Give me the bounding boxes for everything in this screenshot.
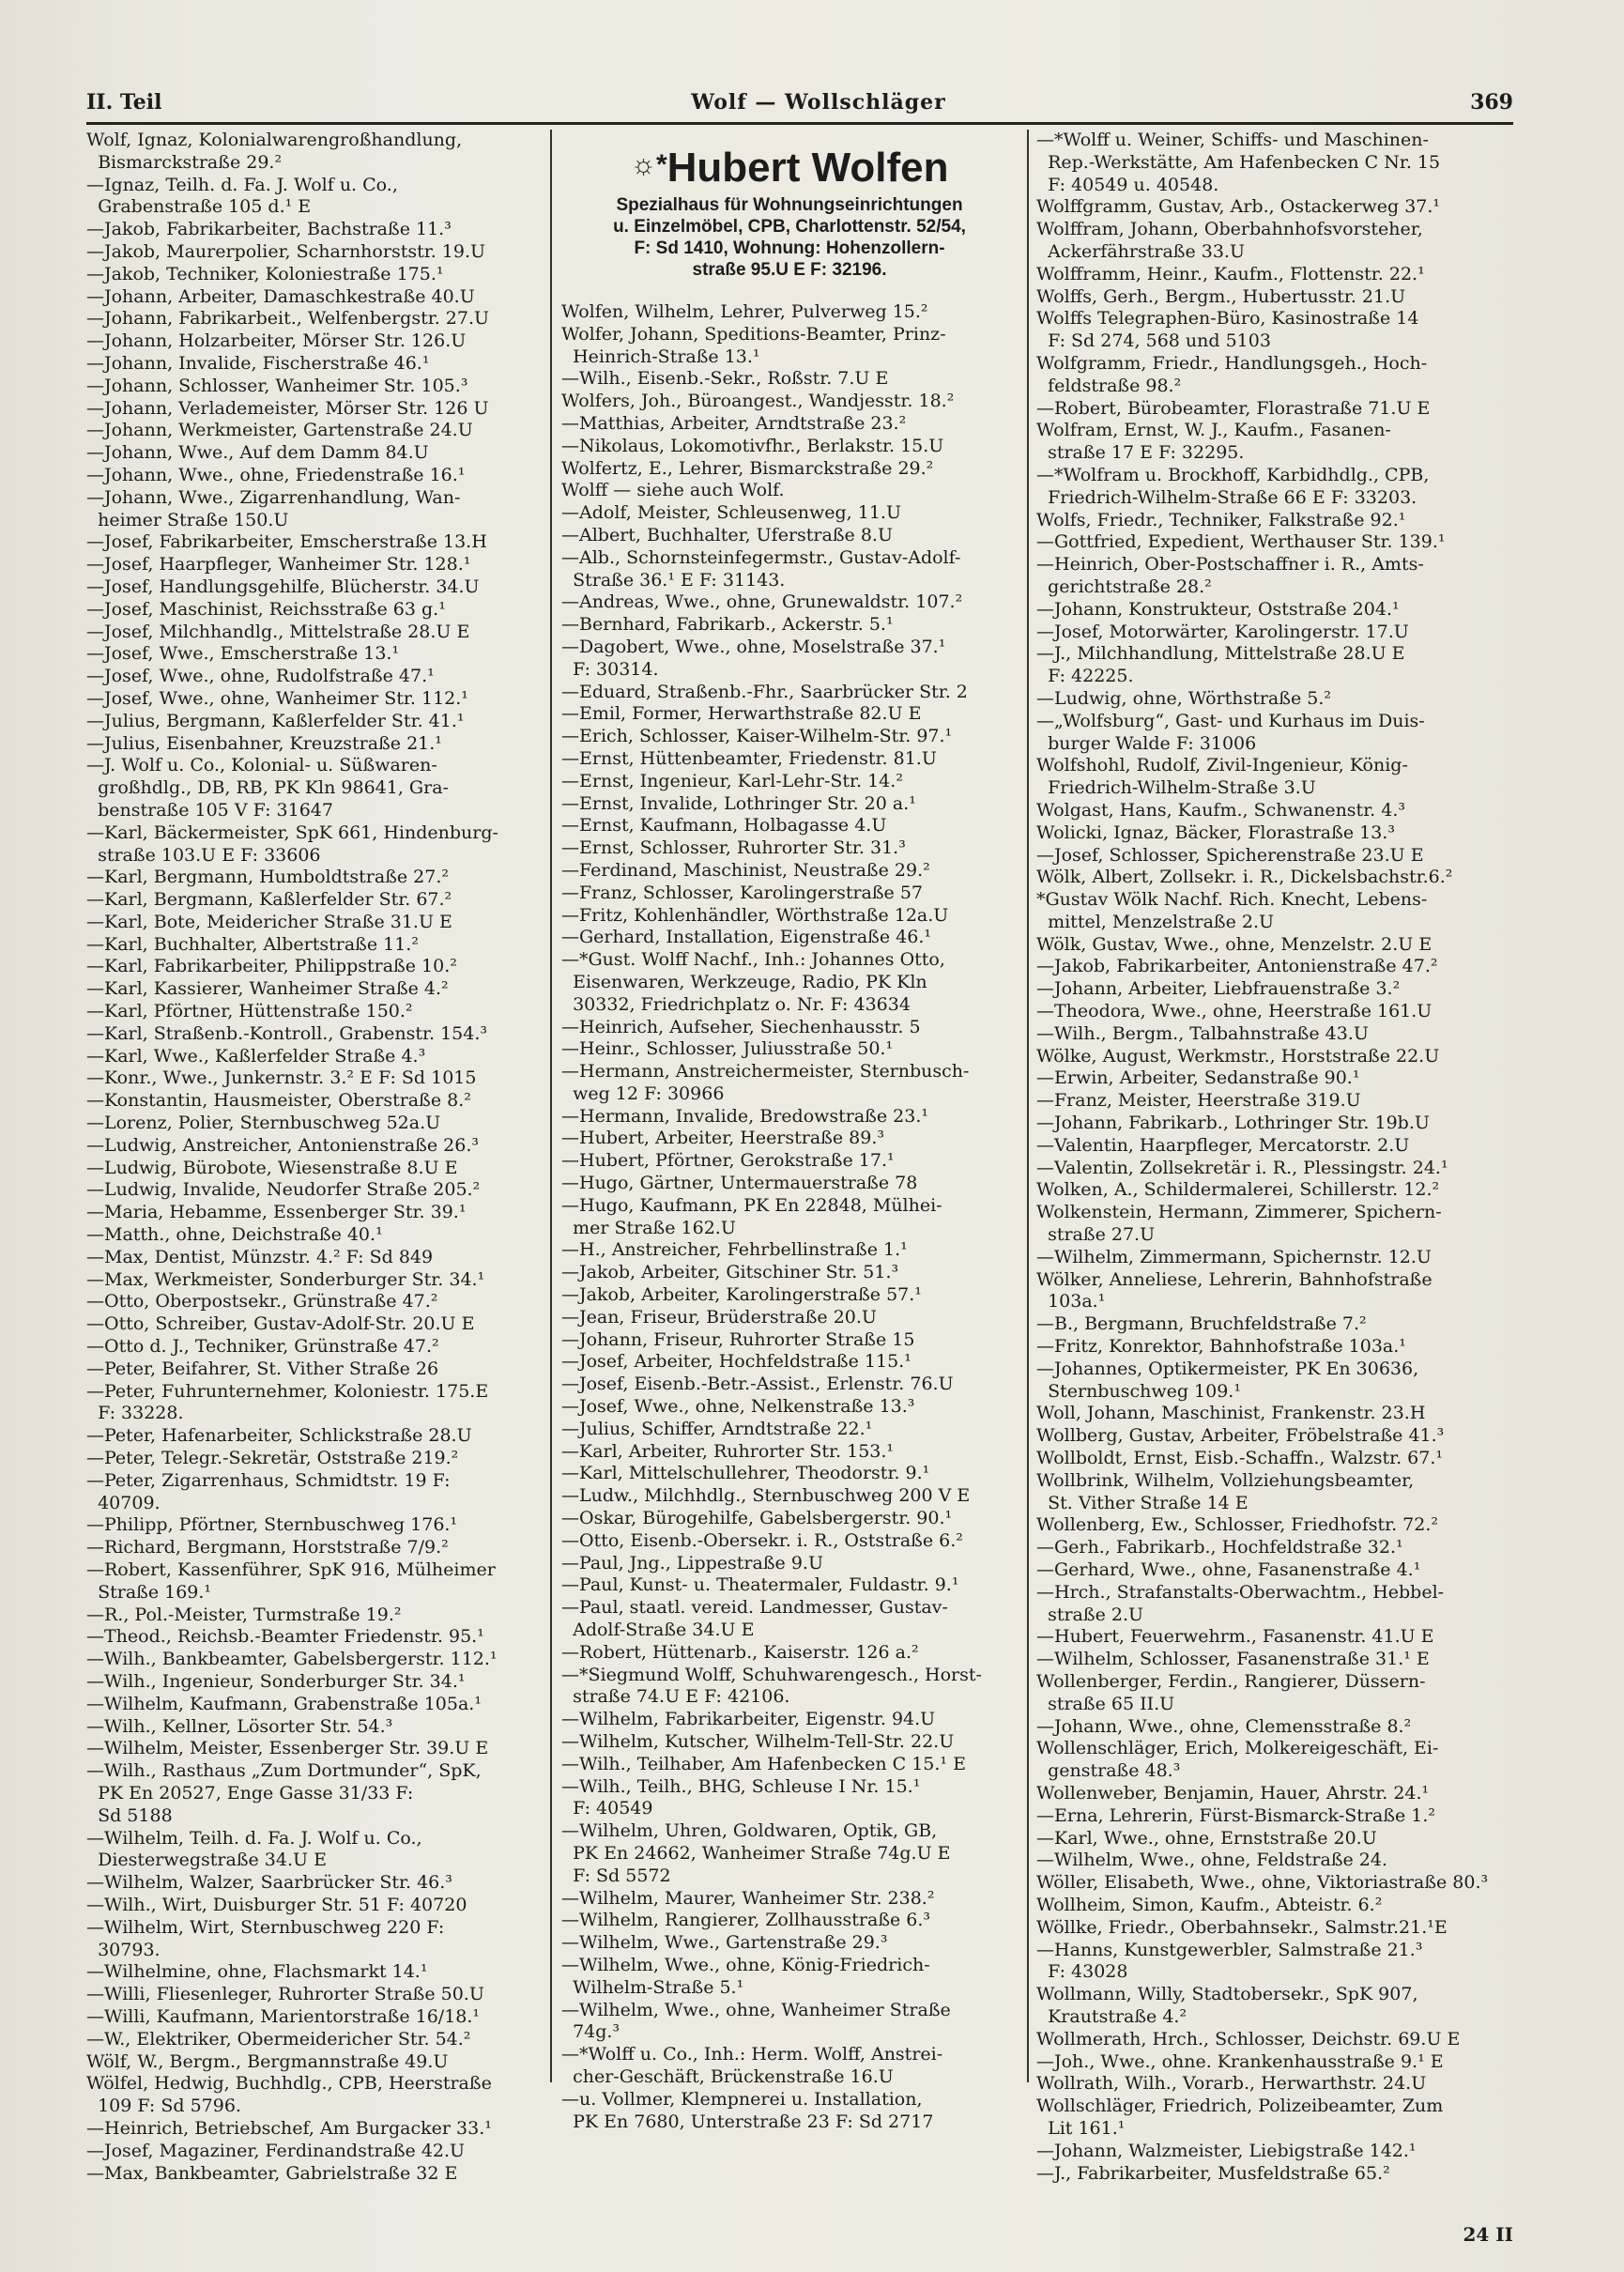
directory-entry: —Erwin, Arbeiter, Sedanstraße 90.¹ [1036, 1067, 1360, 1089]
directory-entry: Wölfel, Hedwig, Buchhdlg., CPB, Heerstraße 109 F: Sd 5796. [86, 2073, 492, 2117]
directory-entry: Wollmerath, Hrch., Schlosser, Deichstr. 69.U E [1036, 2028, 1461, 2049]
directory-entry: —Peter, Beifahrer, St. Vither Straße 26 [86, 1358, 439, 1379]
directory-entry: Wolfertz, E., Lehrer, Bismarckstraße 29.² [561, 457, 934, 479]
directory-entry: —Wilh., Eisenb.-Sekr., Roßstr. 7.U E [561, 368, 889, 390]
directory-entry: —Dagobert, Wwe., ohne, Moselstraße 37.¹ F: 30314. [561, 636, 946, 680]
directory-entry: —Johann, Holzarbeiter, Mörser Str. 126.U [86, 330, 467, 352]
directory-entry: —Eduard, Straßenb.-Fhr., Saarbrücker Str. 2 [561, 681, 968, 702]
directory-entry: —Karl, Bergmann, Humboldtstraße 27.² [86, 867, 450, 888]
directory-entry: —Wilhelm, Fabrikarbeiter, Eigenstr. 94.U [561, 1709, 936, 1730]
directory-entry: —Hermann, Invalide, Bredowstraße 23.¹ [561, 1105, 928, 1127]
directory-entry: —Otto, Eisenb.-Obersekr. i. R., Oststraße 6.² [561, 1529, 963, 1551]
directory-entry: —Ludw., Milchhdlg., Sternbuschweg 200 V E [561, 1485, 971, 1507]
column-right [1036, 130, 1513, 2184]
directory-entry: Wolfram, Ernst, W. J., Kaufm., Fasanen- straße 17 E F: 32295. [1036, 420, 1391, 464]
directory-entry: —Franz, Meister, Heerstraße 319.U [1036, 1090, 1361, 1112]
directory-entry: Wöllke, Friedr., Oberbahnsekr., Salmstr.21.¹E [1036, 1916, 1448, 1938]
directory-entry: —Maria, Hebamme, Essenberger Str. 39.¹ [86, 1202, 467, 1223]
page-header [86, 86, 1513, 122]
directory-entry: —Wilhelm, Rangierer, Zollhausstraße 6.³ [561, 1910, 931, 1931]
directory-entry: Wolgast, Hans, Kaufm., Schwanenstr. 4.³ [1036, 799, 1406, 821]
directory-entry: *Gustav Wölk Nachf. Rich. Knecht, Lebens- mittel, Menzelstraße 2.U [1036, 889, 1428, 932]
signature-mark: 24 II [1463, 2223, 1513, 2246]
directory-entry: —Hermann, Anstreichermeister, Sternbusch- weg 12 F: 30966 [561, 1061, 970, 1104]
directory-entry: —Wilh., Ingenieur, Sonderburger Str. 34.¹ [86, 1670, 466, 1692]
directory-entry: —Gerhard, Installation, Eigenstraße 46.¹ [561, 927, 931, 948]
directory-entry: —Josef, Maschinist, Reichsstraße 63 g.¹ [86, 598, 446, 620]
directory-entry: Wolf, Ignaz, Kolonialwarengroßhandlung, Bismarckstraße 29.² [86, 130, 463, 173]
directory-entry: —Josef, Magaziner, Ferdinandstraße 42.U [86, 2140, 466, 2161]
directory-entry: Wolken, A., Schildermalerei, Schillerstr. 12.² [1036, 1179, 1440, 1201]
directory-entry: Wolkenstein, Hermann, Zimmerer, Spichern- straße 27.U [1036, 1202, 1442, 1246]
directory-entry: —Hubert, Arbeiter, Heerstraße 89.³ [561, 1128, 884, 1149]
directory-entry: —Wilhelm, Wwe., ohne, Feldstraße 24. [1036, 1850, 1388, 1871]
directory-entry: —Wilhelm, Kutscher, Wilhelm-Tell-Str. 22.U [561, 1731, 955, 1752]
directory-entry: —Josef, Haarpfleger, Wanheimer Str. 128.¹ [86, 554, 471, 576]
directory-entry: —Johann, Fabrikarb., Lothringer Str. 19b.U [1036, 1113, 1430, 1134]
directory-entry: —Wilhelm, Schlosser, Fasanenstraße 31.¹ E [1036, 1649, 1430, 1670]
directory-entry: Wollberg, Gustav, Arbeiter, Fröbelstraße 41.³ [1036, 1425, 1445, 1447]
directory-entry: —*Wolff u. Weiner, Schiffs- und Maschinen- Rep.-Werkstätte, Am Hafenbecken C Nr. 15 F: 40549 u. 40548. [1036, 130, 1441, 195]
directory-entry: —Nikolaus, Lokomotivfhr., Berlakstr. 15.U [561, 435, 944, 456]
directory-entry: Wolff — siehe auch Wolf. [561, 480, 785, 501]
directory-entry: —Willi, Fliesenleger, Ruhrorter Straße 50.U [86, 1984, 484, 2005]
directory-entry: —Josef, Wwe., Emscherstraße 13.¹ [86, 643, 400, 665]
directory-entry: —Johann, Konstrukteur, Oststraße 204.¹ [1036, 598, 1400, 620]
directory-entry: —Ludwig, Anstreicher, Antonienstraße 26.³ [86, 1134, 479, 1156]
directory-entry: —J., Milchhandlung, Mittelstraße 28.U E F: 42225. [1036, 643, 1405, 687]
directory-entry: Wolfshohl, Rudolf, Zivil-Ingenieur, König- Friedrich-Wilhelm-Straße 3.U [1036, 755, 1408, 799]
directory-entry: —Ernst, Invalide, Lothringer Str. 20 a.¹ [561, 792, 916, 814]
directory-entry: —Johann, Wwe., Zigarrenhandlung, Wan- heimer Straße 150.U [86, 486, 461, 530]
directory-entry: —Peter, Fuhrunternehmer, Koloniestr. 175.E F: 33228. [86, 1380, 489, 1424]
directory-entry: —Wilh., Bergm., Talbahnstraße 43.U [1036, 1022, 1369, 1044]
directory-entry: —Oskar, Bürogehilfe, Gabelsbergerstr. 90.¹ [561, 1508, 953, 1529]
directory-entry: —Ernst, Hüttenbeamter, Friedenstr. 81.U [561, 747, 937, 769]
directory-entry: Wollschläger, Friedrich, Polizeibeamter, Zum Lit 161.¹ [1036, 2095, 1444, 2139]
directory-entry: —Andreas, Wwe., ohne, Grunewaldstr. 107.² [561, 591, 963, 613]
directory-entry: —Wilhelm, Wwe., ohne, Wanheimer Straße 74g.³ [561, 1999, 951, 2043]
directory-entry: —Karl, Bergmann, Kaßlerfelder Str. 67.² [86, 889, 452, 911]
directory-entry: —Max, Bankbeamter, Gabrielstraße 32 E [86, 2162, 458, 2184]
directory-entry: —B., Bergmann, Bruchfeldstraße 7.² [1036, 1313, 1367, 1335]
directory-entry: —Jakob, Maurerpolier, Scharnhorststr. 19.U [86, 240, 486, 262]
directory-entry: —Ludwig, Bürobote, Wiesenstraße 8.U E [86, 1157, 458, 1178]
page-title: Wolf — Wollschläger [691, 90, 946, 115]
directory-entry: —Hubert, Feuerwehrm., Fasanenstr. 41.U E [1036, 1626, 1434, 1648]
directory-entry: —Theod., Reichsb.-Beamter Friedenstr. 95.¹ [86, 1626, 484, 1648]
directory-entry: —Heinrich, Ober-Postschaffner i. R., Amts- gerichtstraße 28.² [1036, 554, 1424, 597]
directory-entry: —Willi, Kaufmann, Marientorstraße 16/18.¹ [86, 2005, 481, 2027]
directory-entry: —Ernst, Schlosser, Ruhrorter Str. 31.³ [561, 837, 906, 859]
directory-entry: Wölker, Anneliese, Lehrerin, Bahnhofstraße 103a.¹ [1036, 1268, 1432, 1313]
directory-entry: —Johann, Wwe., ohne, Friedenstraße 16.¹ [86, 464, 466, 485]
directory-entry: —Paul, Jng., Lippestraße 9.U [561, 1552, 823, 1574]
directory-entry: —Peter, Hafenarbeiter, Schlickstraße 28.U [86, 1425, 472, 1447]
directory-entry: —Jakob, Arbeiter, Karolingerstraße 57.¹ [561, 1284, 922, 1306]
directory-entry: Wolffgramm, Gustav, Arb., Ostackerweg 37.¹ [1036, 196, 1441, 218]
directory-entry: —Karl, Wwe., ohne, Ernststraße 20.U [1036, 1827, 1377, 1849]
directory-entry: —Heinrich, Aufseher, Siechenhausstr. 5 [561, 1016, 921, 1037]
directory-entry: —H., Anstreicher, Fehrbellinstraße 1.¹ [561, 1239, 908, 1261]
directory-entry: —Karl, Straßenb.-Kontroll., Grabenstr. 154.³ [86, 1022, 488, 1044]
directory-entry: Wollbrink, Wilhelm, Vollziehungsbeamter, St. Vither Straße 14 E [1036, 1469, 1415, 1513]
directory-entry: —Lorenz, Polier, Sternbuschweg 52a.U [86, 1113, 441, 1134]
directory-entry: —Fritz, Kohlenhändler, Wörthstraße 12a.U [561, 904, 949, 926]
directory-entry: —R., Pol.-Meister, Turmstraße 19.² [86, 1604, 402, 1625]
directory-entry: —Wilhelm, Teilh. d. Fa. J. Wolf u. Co., Diesterwegstraße 34.U E [86, 1827, 422, 1871]
directory-entry: —Philipp, Pförtner, Sternbuschweg 176.¹ [86, 1514, 458, 1536]
directory-entry: —Hrch., Strafanstalts-Oberwachtm., Hebbel- straße 2.U [1036, 1581, 1445, 1625]
directory-entry: Wollenweber, Benjamin, Hauer, Ahrstr. 24.¹ [1036, 1782, 1430, 1804]
directory-entry: —Heinr., Schlosser, Juliusstraße 50.¹ [561, 1038, 894, 1060]
page-number: 369 [1470, 90, 1513, 115]
directory-entry: Wolicki, Ignaz, Bäcker, Florastraße 13.³ [1036, 821, 1395, 843]
directory-entry: Wollenberger, Ferdin., Rangierer, Düssern- straße 65 II.U [1036, 1670, 1426, 1714]
directory-entry: —Gerh., Fabrikarb., Hochfeldstraße 32.¹ [1036, 1537, 1403, 1558]
directory-entry: —Wilhelm, Maurer, Wanheimer Str. 238.² [561, 1887, 935, 1909]
directory-entry: Wölk, Gustav, Wwe., ohne, Menzelstr. 2.U E [1036, 933, 1432, 955]
directory-entry: —Richard, Bergmann, Horststraße 7/9.² [86, 1537, 449, 1558]
directory-entry: —Julius, Bergmann, Kaßlerfelder Str. 41.¹ [86, 710, 465, 731]
directory-entry: —Josef, Handlungsgehilfe, Blücherstr. 34.U [86, 576, 480, 597]
directory-entry: —Karl, Bote, Meidericher Straße 31.U E [86, 911, 452, 932]
directory-entry: Wolfen, Wilhelm, Lehrer, Pulverweg 15.² [561, 301, 928, 322]
directory-entry: —*Wolff u. Co., Inh.: Herm. Wolff, Anstrei- cher-Geschäft, Brückenstraße 16.U [561, 2044, 943, 2087]
directory-entry: Wollenberg, Ew., Schlosser, Friedhofstr. 72.² [1036, 1514, 1439, 1536]
directory-entry: Wolffram, Johann, Oberbahnhofsvorsteher, Ackerfährstraße 33.U [1036, 219, 1423, 262]
directory-entry: —u. Vollmer, Klempnerei u. Installation, PK En 7680, Unterstraße 23 F: Sd 2717 [561, 2088, 934, 2132]
directory-entry: Wölk, Albert, Zollsekr. i. R., Dickelsbachstr.6.² [1036, 867, 1453, 888]
directory-entry: —Johann, Arbeiter, Damaschkestraße 40.U [86, 285, 475, 307]
directory-entry: —*Gust. Wolff Nachf., Inh.: Johannes Otto, Eisenwaren, Werkzeuge, Radio, PK Kln 30332, Friedrichplatz o. Nr. F: 43634 [561, 949, 945, 1015]
directory-entry: —Wilhelm, Zimmermann, Spichernstr. 12.U [1036, 1246, 1432, 1267]
directory-entry: —Gerhard, Wwe., ohne, Fasanenstraße 4.¹ [1036, 1559, 1421, 1580]
directory-entry: —Karl, Bäckermeister, SpK 661, Hindenburg- straße 103.U E F: 33606 [86, 821, 498, 866]
directory-entry: Wollrath, Wilh., Vorarb., Herwarthstr. 24.U [1036, 2073, 1427, 2095]
directory-entry: Wölf, W., Bergm., Bergmannstraße 49.U [86, 2050, 449, 2072]
directory-entry: —Hubert, Pförtner, Gerokstraße 17.¹ [561, 1150, 895, 1172]
advertiser-name: Hubert Wolfen [666, 145, 949, 191]
directory-entry: Wöller, Elisabeth, Wwe., ohne, Viktoriastraße 80.³ [1036, 1872, 1489, 1894]
directory-entry: —Wilh., Teilh., BHG, Schleuse I Nr. 15.¹ F: 40549 [561, 1775, 921, 1819]
directory-entry: —Johann, Walzmeister, Liebigstraße 142.¹ [1036, 2140, 1417, 2161]
directory-entry: —Johann, Wwe., ohne, Clemensstraße 8.² [1036, 1715, 1412, 1737]
directory-entry: —Josef, Milchhandlg., Mittelstraße 28.U E [86, 621, 470, 642]
directory-entry: —Franz, Schlosser, Karolingerstraße 57 [561, 882, 924, 903]
directory-entry: —Josef, Wwe., ohne, Nelkenstraße 13.³ [561, 1396, 915, 1418]
directory-entry: —Gottfried, Expedient, Werthauser Str. 139.¹ [1036, 531, 1446, 553]
directory-entry: —Robert, Kassenführer, SpK 916, Mülheimer Straße 169.¹ [86, 1559, 496, 1603]
directory-entry: —Paul, Kunst- u. Theatermaler, Fuldastr. 9.¹ [561, 1574, 959, 1596]
directory-entry: —Ernst, Ingenieur, Karl-Lehr-Str. 14.² [561, 770, 903, 791]
directory-entry: —„Wolfsburg“, Gast- und Kurhaus im Duis- burger Walde F: 31006 [1036, 710, 1425, 754]
directory-entry: —Josef, Fabrikarbeiter, Emscherstraße 13.H [86, 531, 487, 553]
section-label: II. Teil [86, 90, 162, 115]
directory-entry: —Wilhelmine, ohne, Flachsmarkt 14.¹ [86, 1961, 428, 1983]
directory-entry: —Wilhelm, Meister, Essenberger Str. 39.U E [86, 1738, 489, 1759]
directory-entry: —Otto, Oberpostsekr., Grünstraße 47.² [86, 1291, 438, 1313]
directory-entry: —Otto d. J., Techniker, Grünstraße 47.² [86, 1336, 439, 1358]
directory-entry: —Albert, Buchhalter, Uferstraße 8.U [561, 524, 893, 545]
directory-entry: —Max, Dentist, Münzstr. 4.² F: Sd 849 [86, 1246, 434, 1267]
directory-entry: —Wilhelm, Kaufmann, Grabenstraße 105a.¹ [86, 1693, 482, 1714]
directory-entry: —Josef, Wwe., ohne, Rudolfstraße 47.¹ [86, 666, 435, 687]
sun-star-icon: ☼* [630, 149, 667, 180]
column-middle [561, 130, 1018, 2132]
directory-entry: —Josef, Motorwärter, Karolingerstr. 17.U [1036, 621, 1409, 642]
directory-entry: —Wilhelm, Uhren, Goldwaren, Optik, GB, PK En 24662, Wanheimer Straße 74g.U E F: Sd 5572 [561, 1820, 951, 1886]
directory-entry: —Johann, Invalide, Fischerstraße 46.¹ [86, 352, 430, 374]
directory-entry: —Fritz, Konrektor, Bahnhofstraße 103a.¹ [1036, 1336, 1406, 1358]
directory-entry: —Karl, Pförtner, Hüttenstraße 150.² [86, 1001, 413, 1022]
directory-entry: —Johannes, Optikermeister, PK En 30636, Sternbuschweg 109.¹ [1036, 1358, 1419, 1402]
directory-entry: —Heinrich, Betriebschef, Am Burgacker 33.¹ [86, 2117, 492, 2139]
directory-entry: —W., Elektriker, Obermeidericher Str. 54.² [86, 2028, 471, 2049]
directory-entry: —Ignaz, Teilh. d. Fa. J. Wolf u. Co., Grabenstraße 105 d.¹ E [86, 174, 398, 218]
directory-entry: —Adolf, Meister, Schleusenweg, 11.U [561, 502, 901, 524]
directory-entry: Wollheim, Simon, Kaufm., Abteistr. 6.² [1036, 1894, 1383, 1915]
directory-entry: —Robert, Bürobeamter, Florastraße 71.U E [1036, 397, 1431, 419]
directory-entry: —Ludwig, ohne, Wörthstraße 5.² [1036, 687, 1331, 709]
directory-entry: —Bernhard, Fabrikarb., Ackerstr. 5.¹ [561, 614, 894, 636]
directory-entry: —Julius, Schiffer, Arndtstraße 22.¹ [561, 1418, 873, 1439]
directory-entry: —Johann, Fabrikarbeit., Welfenbergstr. 27.U [86, 308, 490, 330]
directory-entry: Wollboldt, Ernst, Eisb.-Schaffn., Walzstr. 67.¹ [1036, 1448, 1444, 1469]
advertisement-hubert-wolfen [561, 130, 1018, 294]
directory-entry: —Joh., Wwe., ohne. Krankenhausstraße 9.¹ E [1036, 2050, 1444, 2072]
directory-entry: —Jean, Friseur, Brüderstraße 20.U [561, 1306, 877, 1328]
directory-entry: —Wilh., Bankbeamter, Gabelsbergerstr. 112.¹ [86, 1649, 498, 1670]
directory-entry: —Hugo, Kaufmann, PK En 22848, Mülhei- mer Straße 162.U [561, 1194, 942, 1238]
directory-entry: —Johann, Werkmeister, Gartenstraße 24.U [86, 420, 473, 441]
directory-entry: —Ernst, Kaufmann, Holbagasse 4.U [561, 815, 887, 837]
column-divider [1027, 130, 1029, 2082]
directory-entry: —Erna, Lehrerin, Fürst-Bismarck-Straße 1.² [1036, 1804, 1436, 1826]
directory-entry: —Jakob, Fabrikarbeiter, Bachstraße 11.³ [86, 219, 452, 240]
directory-entry: —J., Fabrikarbeiter, Musfeldstraße 65.² [1036, 2162, 1390, 2184]
advertisement-text: Spezialhaus für Wohnungseinrichtungen u. Einzelmöbel, CPB, Charlottenstr. 52/54, F: Sd 1410, Wohnung: Hohenzollern- straße 95.U E F: 32196. [613, 195, 966, 280]
directory-entry: —Johann, Friseur, Ruhrorter Straße 15 [561, 1328, 915, 1350]
column-left [86, 130, 543, 2184]
directory-entry: —Johann, Wwe., Auf dem Damm 84.U [86, 442, 429, 464]
directory-entry: —Karl, Arbeiter, Ruhrorter Str. 153.¹ [561, 1440, 895, 1462]
column-divider [550, 130, 552, 2082]
directory-entry: —Josef, Schlosser, Spicherenstraße 23.U E [1036, 844, 1424, 866]
directory-entry: Wolffs, Gerh., Bergm., Hubertusstr. 21.U [1036, 285, 1406, 307]
directory-entry: —Wilh., Rasthaus „Zum Dortmunder“, SpK, PK En 20527, Enge Gasse 31/33 F: Sd 5188 [86, 1760, 482, 1826]
directory-entry: —*Siegmund Wolff, Schuhwarengesch., Horst- straße 74.U E F: 42106. [561, 1664, 982, 1708]
directory-entry: —Jakob, Arbeiter, Gitschiner Str. 51.³ [561, 1262, 899, 1283]
directory-entry: —Karl, Kassierer, Wanheimer Straße 4.² [86, 978, 449, 1000]
directory-entry: —Robert, Hüttenarb., Kaiserstr. 126 a.² [561, 1641, 919, 1663]
directory-entry: —Karl, Mittelschullehrer, Theodorstr. 9.¹ [561, 1463, 930, 1484]
column-middle-entries [561, 301, 1018, 2133]
directory-entry: —Wilh., Wirt, Duisburger Str. 51 F: 40720 [86, 1894, 467, 1915]
directory-entry: —Jakob, Techniker, Koloniestraße 175.¹ [86, 263, 444, 284]
directory-entry: Wölke, August, Werkmstr., Horststraße 22.U [1036, 1045, 1440, 1067]
directory-entry: Wolffs Telegraphen-Büro, Kasinostraße 14 F: Sd 274, 568 und 5103 [1036, 308, 1419, 352]
directory-entry: —Erich, Schlosser, Kaiser-Wilhelm-Str. 97.¹ [561, 726, 953, 747]
directory-entry: —Karl, Wwe., Kaßlerfelder Straße 4.³ [86, 1045, 426, 1067]
directory-entry: —Johann, Schlosser, Wanheimer Str. 105.³ [86, 375, 468, 396]
directory-entry: —Emil, Former, Herwarthstraße 82.U E [561, 703, 922, 725]
directory-entry: —Wilh., Teilhaber, Am Hafenbecken C 15.¹ E [561, 1753, 966, 1774]
directory-entry: —*Wolfram u. Brockhoff, Karbidhdlg., CPB, Friedrich-Wilhelm-Straße 66 E F: 33203. [1036, 464, 1430, 508]
directory-entry: —Karl, Fabrikarbeiter, Philippstraße 10.² [86, 956, 457, 977]
directory-entry: —Theodora, Wwe., ohne, Heerstraße 161.U [1036, 1001, 1432, 1022]
directory-entry: —Peter, Telegr.-Sekretär, Oststraße 219.² [86, 1448, 459, 1469]
directory-entry: Wollenschläger, Erich, Molkereigeschäft, Ei- genstraße 48.³ [1036, 1738, 1439, 1782]
directory-entry: —Matth., ohne, Deichstraße 40.¹ [86, 1224, 383, 1246]
directory-entry: —Johann, Verlademeister, Mörser Str. 126 U [86, 397, 489, 419]
directory-entry: —Josef, Eisenb.-Betr.-Assist., Erlenstr. 76.U [561, 1374, 954, 1395]
directory-entry: —Hanns, Kunstgewerbler, Salmstraße 21.³ F: 43028 [1036, 1939, 1423, 1983]
directory-entry: —Hugo, Gärtner, Untermauerstraße 78 [561, 1173, 918, 1194]
directory-entry: —Wilh., Kellner, Lösorter Str. 54.³ [86, 1715, 393, 1737]
directory-entry: Woll, Johann, Maschinist, Frankenstr. 23.H [1036, 1403, 1426, 1424]
header-rule [86, 122, 1513, 125]
directory-entry: —Alb., Schornsteinfegermstr., Gustav-Adolf- Straße 36.¹ E F: 31143. [561, 546, 961, 591]
directory-entry: —Wilhelm, Walzer, Saarbrücker Str. 46.³ [86, 1872, 452, 1894]
directory-entry: Wolfgramm, Friedr., Handlungsgeh., Hoch- feldstraße 98.² [1036, 352, 1428, 396]
directory-entry: —Josef, Arbeiter, Hochfeldstraße 115.¹ [561, 1351, 912, 1373]
directory-entry: —Wilhelm, Wwe., Gartenstraße 29.³ [561, 1932, 888, 1954]
directory-entry: —Otto, Schreiber, Gustav-Adolf-Str. 20.U E [86, 1313, 475, 1335]
directory-entry: —Jakob, Fabrikarbeiter, Antonienstraße 47.² [1036, 956, 1438, 977]
directory-entry: —Valentin, Haarpfleger, Mercatorstr. 2.U [1036, 1134, 1410, 1156]
directory-entry: Wollmann, Willy, Stadtobersekr., SpK 907, Krautstraße 4.² [1036, 1984, 1418, 2027]
directory-entry: —Ferdinand, Maschinist, Neustraße 29.² [561, 859, 930, 881]
directory-entry: Wolfer, Johann, Speditions-Beamter, Prinz- Heinrich-Straße 13.¹ [561, 323, 946, 367]
directory-entry: —Karl, Buchhalter, Albertstraße 11.² [86, 933, 419, 955]
directory-entry: —Johann, Arbeiter, Liebfrauenstraße 3.² [1036, 978, 1401, 1000]
directory-entry: —Josef, Wwe., ohne, Wanheimer Str. 112.¹ [86, 687, 468, 709]
directory-entry: —Ludwig, Invalide, Neudorfer Straße 205.² [86, 1179, 481, 1201]
directory-entry: —Wilhelm, Wwe., ohne, König-Friedrich- Wilhelm-Straße 5.¹ [561, 1954, 930, 1998]
directory-entry: —Peter, Zigarrenhaus, Schmidtstr. 19 F: 40709. [86, 1469, 451, 1513]
directory-entry: —Konstantin, Hausmeister, Oberstraße 8.² [86, 1090, 471, 1112]
directory-entry: —J. Wolf u. Co., Kolonial- u. Süßwaren- großhdlg., DB, RB, PK Kln 98641, Gra- benstraße 105 V F: 31647 [86, 755, 449, 821]
directory-entry: Wolfs, Friedr., Techniker, Falkstraße 92.¹ [1036, 509, 1406, 530]
directory-entry: Wolfframm, Heinr., Kaufm., Flottenstr. 22.¹ [1036, 263, 1425, 284]
directory-entry: Wolfers, Joh., Büroangest., Wandjesstr. 18.² [561, 391, 955, 412]
directory-entry: —Wilhelm, Wirt, Sternbuschweg 220 F: 30793. [86, 1916, 445, 1960]
directory-entry: —Max, Werkmeister, Sonderburger Str. 34.¹ [86, 1268, 485, 1290]
directory-entry: —Matthias, Arbeiter, Arndtstraße 23.² [561, 412, 907, 434]
directory-entry: —Valentin, Zollsekretär i. R., Plessingstr. 24.¹ [1036, 1157, 1448, 1178]
directory-entry: —Paul, staatl. vereid. Landmesser, Gustav- Adolf-Straße 34.U E [561, 1597, 948, 1641]
directory-entry: —Julius, Eisenbahner, Kreuzstraße 21.¹ [86, 732, 442, 754]
directory-entry: —Konr., Wwe., Junkernstr. 3.² E F: Sd 1015 [86, 1067, 477, 1089]
